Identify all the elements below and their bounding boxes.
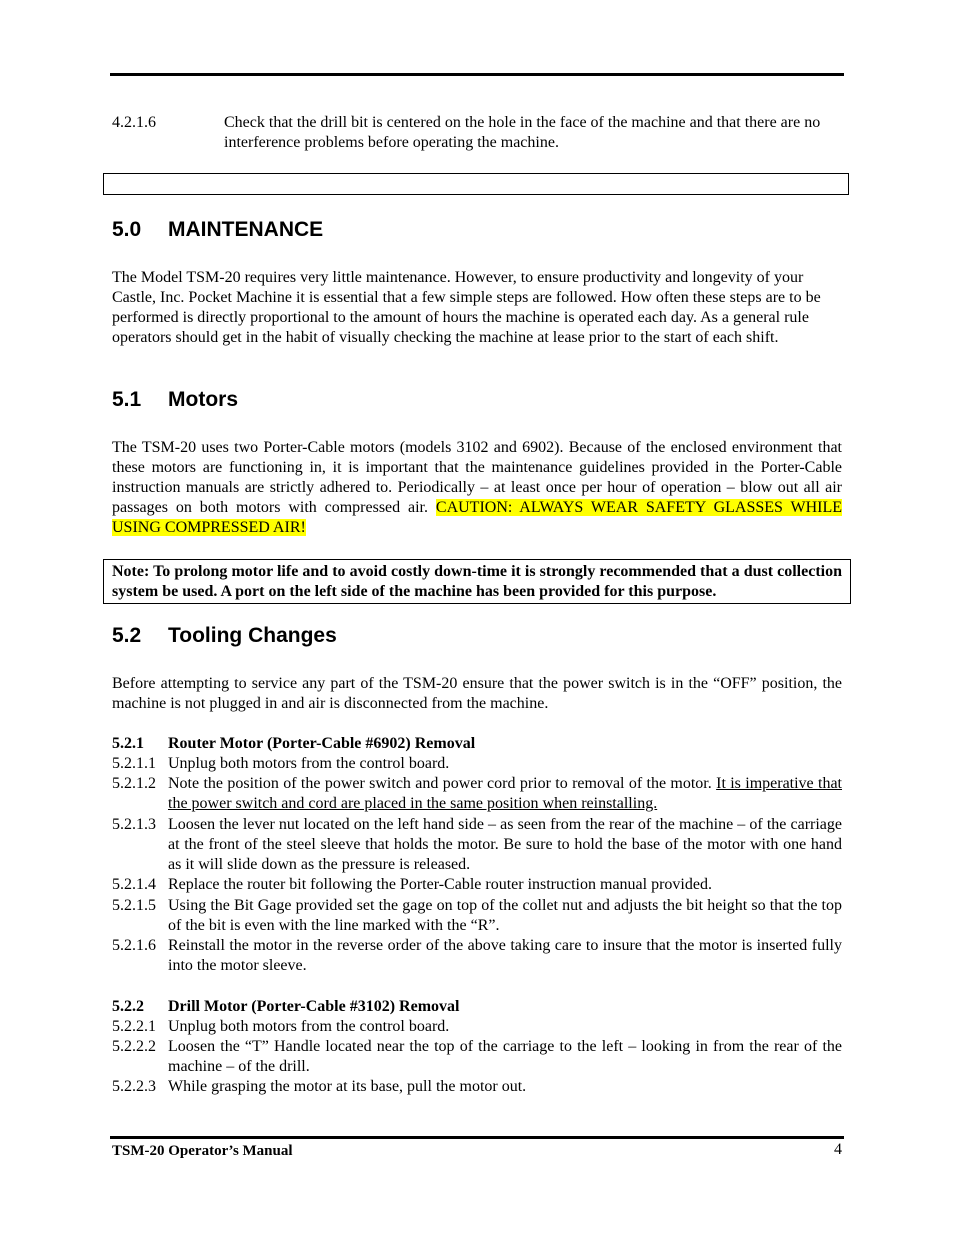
item-text: Unplug both motors from the control board.: [168, 1018, 450, 1035]
step-number: 4.2.1.6: [112, 114, 156, 131]
item-text: Using the Bit Gage provided set the gage on top of the collet nut and adjusts the bit height so that the top of the bit is even with the line marked with the “R”.: [168, 897, 842, 934]
item-text: Note the position of the power switch and power cord prior to removal of the motor.: [168, 775, 712, 792]
section-title: Tooling Changes: [168, 624, 337, 647]
section-number: 5.2: [112, 624, 142, 647]
subsection-number: 5.2.2: [112, 998, 144, 1015]
item-number: 5.2.2.1: [112, 1018, 156, 1035]
section-heading-motors: [112, 388, 238, 412]
item-number: 5.2.1.1: [112, 755, 156, 772]
item-number: 5.2.1.6: [112, 937, 156, 954]
item-number: 5.2.1.2: [112, 775, 156, 792]
item-text: Reinstall the motor in the reverse order of the above taking care to insure that the motor is inserted fully into the motor sleeve.: [168, 937, 842, 974]
item-text: Replace the router bit following the Porter-Cable router instruction manual provided.: [168, 876, 712, 893]
item-underlined-text: It is imperative that the power switch and cord are placed in the same position when reinstalling.: [168, 775, 843, 812]
caution-highlight: CAUTION: ALWAYS WEAR SAFETY GLASSES WHILE USING COMPRESSED AIR!: [112, 499, 843, 536]
motors-paragraph: [112, 438, 842, 538]
page-number: 4: [834, 1141, 842, 1158]
header-rule: [110, 73, 844, 76]
subsection-title: Drill Motor (Porter-Cable #3102) Removal: [168, 998, 460, 1015]
item-number: 5.2.1.3: [112, 816, 156, 833]
subsection-heading-router-motor: [112, 734, 475, 754]
section-number: 5.1: [112, 388, 142, 411]
empty-box: [103, 173, 849, 195]
section-title: MAINTENANCE: [168, 218, 324, 241]
subsection-heading-drill-motor: [112, 997, 459, 1017]
maintenance-paragraph: The Model TSM-20 requires very little maintenance. However, to ensure productivity and longevity of your Castle, Inc. Pocket Machine it is essential that a few simple steps are followed. How often these steps are to be performed is directly proportional to the amount of hours the machine is operated each day. As a general rule operators should get in the habit of visually checking the machine at lease prior to the start of each shift.: [112, 269, 821, 346]
item-text: While grasping the motor at its base, pull the motor out.: [168, 1078, 527, 1095]
step-text: Check that the drill bit is centered on the hole in the face of the machine and that there are no interference problems before operating the machine.: [224, 114, 821, 151]
section-number: 5.0: [112, 218, 142, 241]
item-text: Unplug both motors from the control board.: [168, 755, 450, 772]
section-heading-tooling-changes: [112, 624, 337, 648]
footer-title: TSM-20 Operator’s Manual: [112, 1143, 293, 1159]
item-number: 5.2.1.4: [112, 876, 156, 893]
note-box: Note: To prolong motor life and to avoid costly down-time it is strongly recommended that a dust collection system be used. A port on the left side of the machine has been provided for this purpose.: [103, 559, 851, 604]
section-heading-maintenance: [112, 218, 323, 242]
item-text: Loosen the lever nut located on the left hand side – as seen from the rear of the machine – of the carriage at the front of the steel sleeve that holds the motor. Be sure to hold the base of the motor with one hand as it will slide down as the pressure is released.: [168, 816, 842, 873]
item-text: Loosen the “T” Handle located near the top of the carriage to the left – looking in from the rear of the machine – of the drill.: [168, 1038, 842, 1075]
footer-rule: [110, 1136, 844, 1139]
motors-body: The TSM-20 uses two Porter-Cable motors (models 3102 and 6902). Because of the enclosed environment that these motors are functioning in, it is important that the maintenance guidelines provided in the Porter-Cable instruction manuals are strictly adhered to. Periodically – at least once per hour of operation – blow out all air passages on both motors with compressed air.: [112, 439, 842, 516]
section-title: Motors: [168, 388, 238, 411]
tooling-paragraph: Before attempting to service any part of the TSM-20 ensure that the power switch is in the “OFF” position, the machine is not plugged in and air is disconnected from the machine.: [112, 675, 842, 712]
subsection-number: 5.2.1: [112, 735, 144, 752]
item-text-wrapper: [168, 774, 842, 814]
item-number: 5.2.2.2: [112, 1038, 156, 1055]
item-number: 5.2.1.5: [112, 897, 156, 914]
item-number: 5.2.2.3: [112, 1078, 156, 1095]
subsection-title: Router Motor (Porter-Cable #6902) Removal: [168, 735, 476, 752]
